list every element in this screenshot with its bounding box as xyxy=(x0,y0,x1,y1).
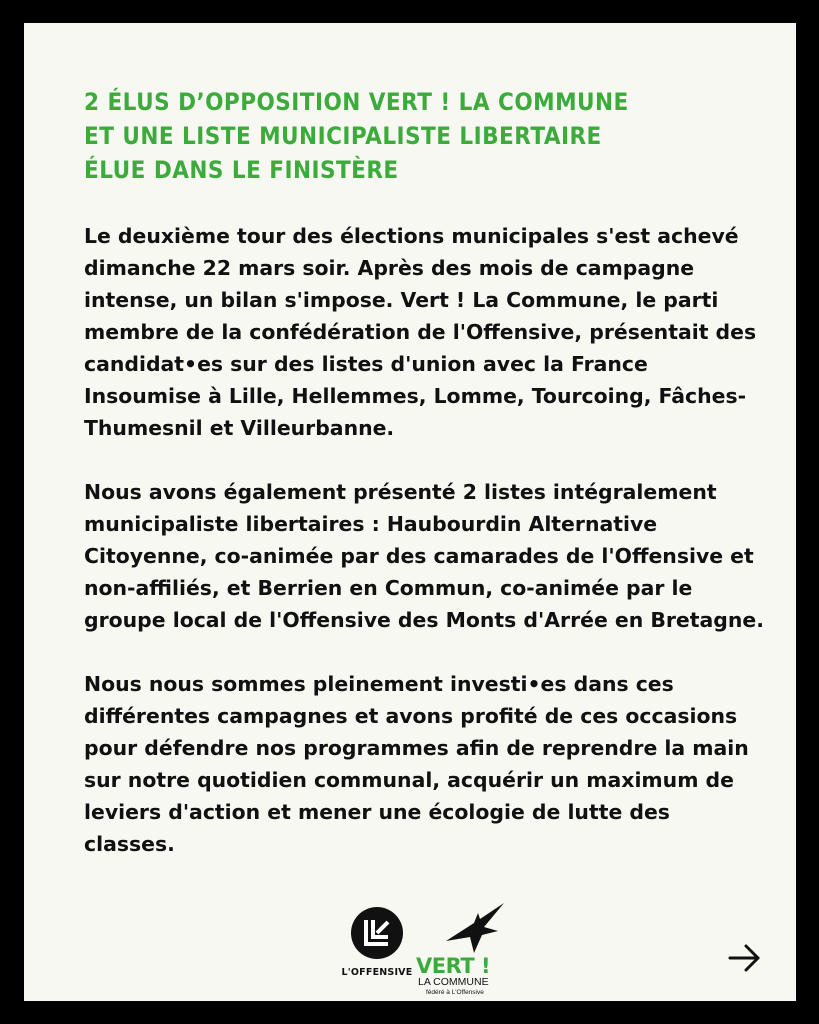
vert-logo-title: VERT ! xyxy=(416,954,491,978)
paragraph: Nous avons également présenté 2 listes intégralement municipaliste libertaires : Haubourdin Alternative Citoyenne, co-animée par des camarades de l'Offensive et non-affiliés, et Berrien en Commun, co-animée par le groupe local de l'Offensive des Monts d'Arrée en Bretagne. xyxy=(84,480,764,632)
vert-logo-subtitle: LA COMMUNE xyxy=(418,976,489,988)
arrow-right-icon[interactable] xyxy=(724,937,766,979)
vert-la-commune-logo xyxy=(416,901,526,1001)
vert-logo-tagline: fédéré à L'Offensive xyxy=(426,989,484,996)
offensive-logo-icon xyxy=(351,907,403,959)
post-title: 2 ÉLUS D’OPPOSITION VERT ! LA COMMUNE ET UNE LISTE MUNICIPALISTE LIBERTAIRE ÉLUE DANS LE FINISTÈRE xyxy=(84,88,629,184)
post-card xyxy=(24,23,796,1001)
paragraph: Le deuxième tour des élections municipales s'est achevé dimanche 22 mars soir. Après des mois de campagne intense, un bilan s'impose. Vert ! La Commune, le parti membre de la confédération de l'Offensive, présentait des candidat•es sur des listes d'union avec la France Insoumise à Lille, Hellemmes, Lomme, Tourcoing, Fâches-Thumesnil et Villeurbanne. xyxy=(84,224,757,440)
offensive-logo-caption: L'OFFENSIVE xyxy=(341,967,413,978)
offensive-logo xyxy=(337,907,417,983)
paragraph: Nous nous sommes pleinement investi•es dans ces différentes campagnes et avons profité de ces occasions pour défendre nos programmes afin de reprendre la main sur notre quotidien communal, acquérir un maximum de leviers d'action et mener une écologie de lutte des classes. xyxy=(84,672,749,856)
post-body xyxy=(84,220,764,892)
swallow-icon xyxy=(444,901,508,955)
